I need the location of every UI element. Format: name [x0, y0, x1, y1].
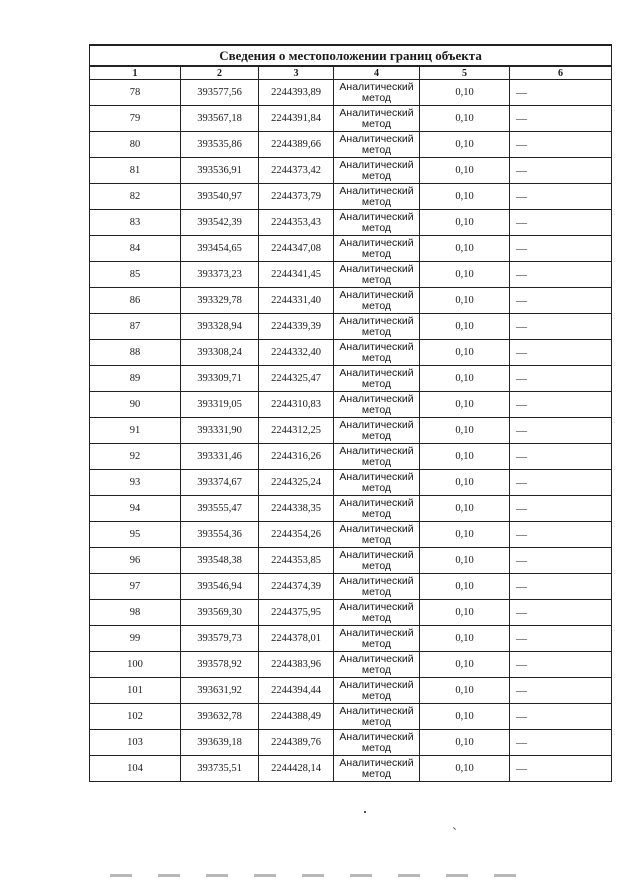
point-number-cell: 80	[90, 132, 181, 158]
column-number: 1	[90, 66, 181, 80]
method-line-1: Аналитический	[339, 496, 414, 509]
x-coordinate-cell: 393374,67	[181, 470, 259, 496]
y-coordinate-cell: 2244393,89	[259, 80, 334, 106]
x-coordinate-cell: 393373,23	[181, 262, 259, 288]
note-cell	[510, 496, 612, 522]
method-line-1: Аналитический	[339, 392, 414, 405]
note-cell	[510, 548, 612, 574]
accuracy-cell: 0,10	[420, 340, 510, 366]
method-line-2: метод	[361, 507, 392, 520]
method-line-2: метод	[361, 767, 392, 780]
point-number-cell: 89	[90, 366, 181, 392]
y-coordinate-cell: 2244316,26	[259, 444, 334, 470]
dash-mark: —	[516, 580, 527, 593]
x-coordinate-cell: 393329,78	[181, 288, 259, 314]
dash-mark: —	[516, 320, 527, 333]
column-number: 2	[181, 66, 259, 80]
method-line-2: метод	[361, 117, 392, 130]
y-coordinate-cell: 2244353,85	[259, 548, 334, 574]
point-number-cell: 93	[90, 470, 181, 496]
x-coordinate-cell: 393309,71	[181, 366, 259, 392]
method-line-1: Аналитический	[339, 756, 414, 769]
note-cell	[510, 704, 612, 730]
dash-mark: —	[516, 424, 527, 437]
accuracy-cell: 0,10	[420, 678, 510, 704]
table-row	[90, 626, 612, 652]
method-cell	[334, 522, 420, 548]
dash-mark: —	[516, 502, 527, 515]
method-line-1: Аналитический	[339, 340, 414, 353]
method-line-1: Аналитический	[339, 574, 414, 587]
dash-mark: —	[516, 138, 527, 151]
accuracy-cell: 0,10	[420, 600, 510, 626]
note-cell	[510, 80, 612, 106]
scan-edge-artifact	[110, 874, 530, 877]
point-number-cell: 81	[90, 158, 181, 184]
method-line-2: метод	[361, 247, 392, 260]
dash-mark: —	[516, 268, 527, 281]
dash-mark: —	[516, 554, 527, 567]
dash-mark: —	[516, 450, 527, 463]
x-coordinate-cell: 393579,73	[181, 626, 259, 652]
x-coordinate-cell: 393331,90	[181, 418, 259, 444]
x-coordinate-cell: 393578,92	[181, 652, 259, 678]
dash-mark: —	[516, 216, 527, 229]
x-coordinate-cell: 393308,24	[181, 340, 259, 366]
method-cell	[334, 158, 420, 184]
note-cell	[510, 522, 612, 548]
method-line-1: Аналитический	[339, 236, 414, 249]
method-cell	[334, 444, 420, 470]
table-row	[90, 288, 612, 314]
table-row	[90, 210, 612, 236]
x-coordinate-cell: 393639,18	[181, 730, 259, 756]
x-coordinate-cell: 393454,65	[181, 236, 259, 262]
point-number-cell: 97	[90, 574, 181, 600]
method-line-2: метод	[361, 741, 392, 754]
table-row	[90, 496, 612, 522]
accuracy-cell: 0,10	[420, 80, 510, 106]
point-number-cell: 103	[90, 730, 181, 756]
method-line-2: метод	[361, 221, 392, 234]
method-line-1: Аналитический	[339, 418, 414, 431]
table-row	[90, 80, 612, 106]
accuracy-cell: 0,10	[420, 626, 510, 652]
method-line-1: Аналитический	[339, 132, 414, 145]
x-coordinate-cell: 393542,39	[181, 210, 259, 236]
y-coordinate-cell: 2244383,96	[259, 652, 334, 678]
note-cell	[510, 600, 612, 626]
y-coordinate-cell: 2244389,66	[259, 132, 334, 158]
column-number: 3	[259, 66, 334, 80]
scan-speck	[453, 827, 456, 830]
note-cell	[510, 366, 612, 392]
method-cell	[334, 80, 420, 106]
point-number-cell: 100	[90, 652, 181, 678]
y-coordinate-cell: 2244339,39	[259, 314, 334, 340]
method-line-1: Аналитический	[339, 106, 414, 119]
note-cell	[510, 236, 612, 262]
note-cell	[510, 626, 612, 652]
boundary-coordinates-table	[89, 44, 612, 782]
y-coordinate-cell: 2244428,14	[259, 756, 334, 782]
point-number-cell: 96	[90, 548, 181, 574]
method-cell	[334, 132, 420, 158]
table-title-row	[90, 45, 612, 66]
method-line-1: Аналитический	[339, 366, 414, 379]
x-coordinate-cell: 393567,18	[181, 106, 259, 132]
accuracy-cell: 0,10	[420, 262, 510, 288]
dash-mark: —	[516, 164, 527, 177]
accuracy-cell: 0,10	[420, 158, 510, 184]
accuracy-cell: 0,10	[420, 756, 510, 782]
table-row	[90, 184, 612, 210]
method-line-1: Аналитический	[339, 184, 414, 197]
x-coordinate-cell: 393577,56	[181, 80, 259, 106]
method-line-1: Аналитический	[339, 210, 414, 223]
method-line-2: метод	[361, 91, 392, 104]
note-cell	[510, 340, 612, 366]
method-line-2: метод	[361, 377, 392, 390]
scan-speck	[364, 811, 366, 813]
y-coordinate-cell: 2244375,95	[259, 600, 334, 626]
method-cell	[334, 366, 420, 392]
x-coordinate-cell: 393631,92	[181, 678, 259, 704]
note-cell	[510, 678, 612, 704]
dash-mark: —	[516, 398, 527, 411]
x-coordinate-cell: 393319,05	[181, 392, 259, 418]
x-coordinate-cell: 393632,78	[181, 704, 259, 730]
method-line-1: Аналитический	[339, 600, 414, 613]
point-number-cell: 85	[90, 262, 181, 288]
y-coordinate-cell: 2244374,39	[259, 574, 334, 600]
table-body	[90, 80, 612, 782]
dash-mark: —	[516, 528, 527, 541]
dash-mark: —	[516, 710, 527, 723]
note-cell	[510, 314, 612, 340]
method-cell	[334, 106, 420, 132]
method-line-2: метод	[361, 637, 392, 650]
point-number-cell: 104	[90, 756, 181, 782]
method-line-2: метод	[361, 273, 392, 286]
point-number-cell: 91	[90, 418, 181, 444]
method-line-1: Аналитический	[339, 626, 414, 639]
note-cell	[510, 132, 612, 158]
method-cell	[334, 548, 420, 574]
method-line-2: метод	[361, 559, 392, 572]
y-coordinate-cell: 2244354,26	[259, 522, 334, 548]
table-row	[90, 678, 612, 704]
y-coordinate-cell: 2244388,49	[259, 704, 334, 730]
note-cell	[510, 730, 612, 756]
method-cell	[334, 678, 420, 704]
y-coordinate-cell: 2244331,40	[259, 288, 334, 314]
accuracy-cell: 0,10	[420, 366, 510, 392]
y-coordinate-cell: 2244312,25	[259, 418, 334, 444]
column-number: 4	[334, 66, 420, 80]
accuracy-cell: 0,10	[420, 444, 510, 470]
accuracy-cell: 0,10	[420, 288, 510, 314]
y-coordinate-cell: 2244338,35	[259, 496, 334, 522]
table-row	[90, 366, 612, 392]
note-cell	[510, 470, 612, 496]
accuracy-cell: 0,10	[420, 106, 510, 132]
method-cell	[334, 314, 420, 340]
method-line-2: метод	[361, 455, 392, 468]
column-number: 5	[420, 66, 510, 80]
method-line-1: Аналитический	[339, 652, 414, 665]
accuracy-cell: 0,10	[420, 574, 510, 600]
method-line-1: Аналитический	[339, 314, 414, 327]
note-cell	[510, 288, 612, 314]
method-line-1: Аналитический	[339, 80, 414, 93]
accuracy-cell: 0,10	[420, 730, 510, 756]
method-line-2: метод	[361, 715, 392, 728]
accuracy-cell: 0,10	[420, 522, 510, 548]
method-line-1: Аналитический	[339, 730, 414, 743]
point-number-cell: 102	[90, 704, 181, 730]
note-cell	[510, 652, 612, 678]
method-cell	[334, 392, 420, 418]
accuracy-cell: 0,10	[420, 236, 510, 262]
y-coordinate-cell: 2244353,43	[259, 210, 334, 236]
point-number-cell: 94	[90, 496, 181, 522]
method-line-1: Аналитический	[339, 288, 414, 301]
point-number-cell: 90	[90, 392, 181, 418]
dash-mark: —	[516, 632, 527, 645]
dash-mark: —	[516, 684, 527, 697]
y-coordinate-cell: 2244394,44	[259, 678, 334, 704]
note-cell	[510, 262, 612, 288]
accuracy-cell: 0,10	[420, 132, 510, 158]
method-line-1: Аналитический	[339, 262, 414, 275]
column-number: 6	[510, 66, 612, 80]
table-row	[90, 652, 612, 678]
y-coordinate-cell: 2244310,83	[259, 392, 334, 418]
method-cell	[334, 704, 420, 730]
method-line-2: метод	[361, 689, 392, 702]
method-cell	[334, 210, 420, 236]
dash-mark: —	[516, 190, 527, 203]
dash-mark: —	[516, 658, 527, 671]
method-cell	[334, 756, 420, 782]
dash-mark: —	[516, 346, 527, 359]
method-cell	[334, 236, 420, 262]
table-row	[90, 522, 612, 548]
dash-mark: —	[516, 294, 527, 307]
table-row	[90, 704, 612, 730]
x-coordinate-cell: 393540,97	[181, 184, 259, 210]
method-cell	[334, 418, 420, 444]
x-coordinate-cell: 393331,46	[181, 444, 259, 470]
column-number-row	[90, 66, 612, 80]
x-coordinate-cell: 393328,94	[181, 314, 259, 340]
method-cell	[334, 626, 420, 652]
method-line-2: метод	[361, 195, 392, 208]
table-row	[90, 444, 612, 470]
point-number-cell: 78	[90, 80, 181, 106]
method-cell	[334, 470, 420, 496]
method-line-2: метод	[361, 143, 392, 156]
y-coordinate-cell: 2244325,47	[259, 366, 334, 392]
method-cell	[334, 262, 420, 288]
table-row	[90, 392, 612, 418]
dash-mark: —	[516, 606, 527, 619]
method-line-1: Аналитический	[339, 678, 414, 691]
point-number-cell: 88	[90, 340, 181, 366]
method-line-2: метод	[361, 481, 392, 494]
point-number-cell: 84	[90, 236, 181, 262]
method-cell	[334, 496, 420, 522]
method-line-1: Аналитический	[339, 548, 414, 561]
note-cell	[510, 574, 612, 600]
x-coordinate-cell: 393536,91	[181, 158, 259, 184]
point-number-cell: 92	[90, 444, 181, 470]
x-coordinate-cell: 393554,36	[181, 522, 259, 548]
x-coordinate-cell: 393735,51	[181, 756, 259, 782]
point-number-cell: 101	[90, 678, 181, 704]
y-coordinate-cell: 2244389,76	[259, 730, 334, 756]
note-cell	[510, 418, 612, 444]
table-row	[90, 756, 612, 782]
accuracy-cell: 0,10	[420, 470, 510, 496]
method-line-1: Аналитический	[339, 158, 414, 171]
method-line-2: метод	[361, 429, 392, 442]
note-cell	[510, 756, 612, 782]
accuracy-cell: 0,10	[420, 652, 510, 678]
method-line-2: метод	[361, 403, 392, 416]
note-cell	[510, 184, 612, 210]
dash-mark: —	[516, 242, 527, 255]
note-cell	[510, 106, 612, 132]
table-title: Сведения о местоположении границ объекта	[90, 45, 612, 66]
x-coordinate-cell: 393555,47	[181, 496, 259, 522]
dash-mark: —	[516, 372, 527, 385]
method-line-2: метод	[361, 663, 392, 676]
accuracy-cell: 0,10	[420, 392, 510, 418]
dash-mark: —	[516, 736, 527, 749]
note-cell	[510, 210, 612, 236]
x-coordinate-cell: 393548,38	[181, 548, 259, 574]
accuracy-cell: 0,10	[420, 704, 510, 730]
method-line-1: Аналитический	[339, 470, 414, 483]
y-coordinate-cell: 2244347,08	[259, 236, 334, 262]
note-cell	[510, 444, 612, 470]
table-row	[90, 262, 612, 288]
dash-mark: —	[516, 86, 527, 99]
note-cell	[510, 392, 612, 418]
table-row	[90, 132, 612, 158]
table-row	[90, 470, 612, 496]
accuracy-cell: 0,10	[420, 418, 510, 444]
x-coordinate-cell: 393569,30	[181, 600, 259, 626]
point-number-cell: 87	[90, 314, 181, 340]
table-row	[90, 574, 612, 600]
method-line-2: метод	[361, 351, 392, 364]
method-line-2: метод	[361, 299, 392, 312]
y-coordinate-cell: 2244391,84	[259, 106, 334, 132]
method-line-1: Аналитический	[339, 522, 414, 535]
table-row	[90, 600, 612, 626]
method-line-2: метод	[361, 169, 392, 182]
x-coordinate-cell: 393546,94	[181, 574, 259, 600]
accuracy-cell: 0,10	[420, 184, 510, 210]
accuracy-cell: 0,10	[420, 314, 510, 340]
method-cell	[334, 652, 420, 678]
point-number-cell: 98	[90, 600, 181, 626]
method-line-2: метод	[361, 611, 392, 624]
point-number-cell: 83	[90, 210, 181, 236]
method-cell	[334, 730, 420, 756]
accuracy-cell: 0,10	[420, 496, 510, 522]
method-line-1: Аналитический	[339, 704, 414, 717]
y-coordinate-cell: 2244332,40	[259, 340, 334, 366]
table-row	[90, 340, 612, 366]
method-line-2: метод	[361, 585, 392, 598]
point-number-cell: 95	[90, 522, 181, 548]
point-number-cell: 79	[90, 106, 181, 132]
method-cell	[334, 574, 420, 600]
x-coordinate-cell: 393535,86	[181, 132, 259, 158]
note-cell	[510, 158, 612, 184]
point-number-cell: 86	[90, 288, 181, 314]
table-row	[90, 418, 612, 444]
table-row	[90, 548, 612, 574]
y-coordinate-cell: 2244378,01	[259, 626, 334, 652]
y-coordinate-cell: 2244373,42	[259, 158, 334, 184]
y-coordinate-cell: 2244373,79	[259, 184, 334, 210]
accuracy-cell: 0,10	[420, 210, 510, 236]
table-row	[90, 106, 612, 132]
dash-mark: —	[516, 112, 527, 125]
table-row	[90, 158, 612, 184]
method-line-1: Аналитический	[339, 444, 414, 457]
method-cell	[334, 288, 420, 314]
table-row	[90, 730, 612, 756]
y-coordinate-cell: 2244341,45	[259, 262, 334, 288]
method-line-2: метод	[361, 533, 392, 546]
method-cell	[334, 340, 420, 366]
y-coordinate-cell: 2244325,24	[259, 470, 334, 496]
accuracy-cell: 0,10	[420, 548, 510, 574]
point-number-cell: 99	[90, 626, 181, 652]
method-cell	[334, 600, 420, 626]
method-cell	[334, 184, 420, 210]
table-row	[90, 314, 612, 340]
dash-mark: —	[516, 476, 527, 489]
method-line-2: метод	[361, 325, 392, 338]
point-number-cell: 82	[90, 184, 181, 210]
table-row	[90, 236, 612, 262]
dash-mark: —	[516, 762, 527, 775]
